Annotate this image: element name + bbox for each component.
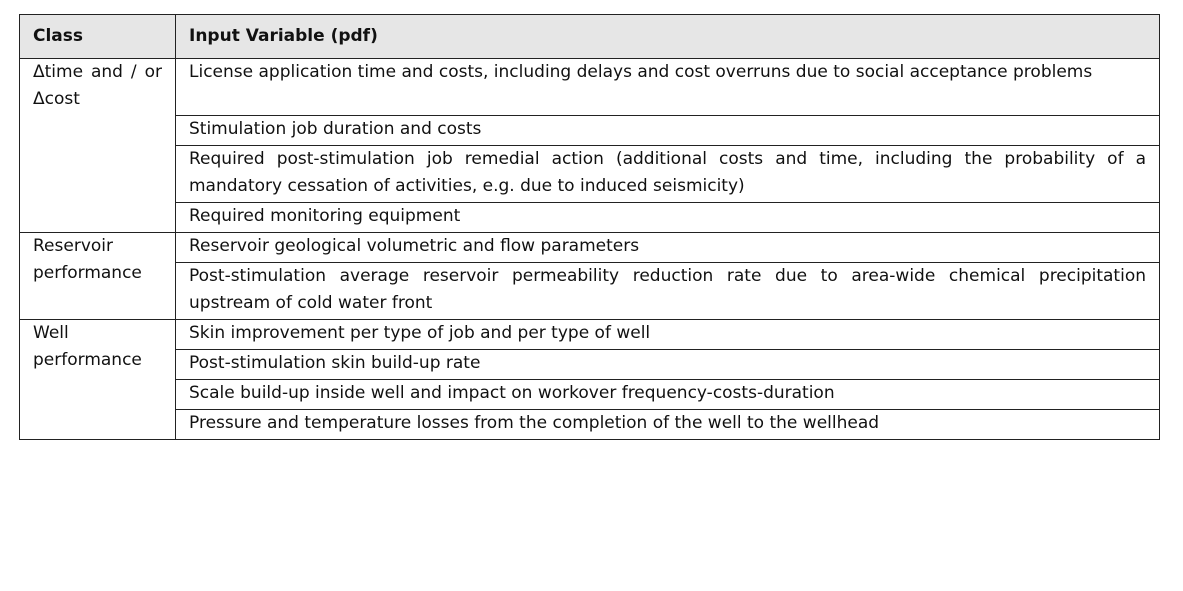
variable-cell: Reservoir geological volumetric and flow parameters bbox=[176, 233, 1160, 263]
table-row bbox=[20, 203, 1160, 233]
class-cell-reservoir-performance: Reservoir performance bbox=[20, 233, 176, 320]
variable-cell: Post-stimulation skin build-up rate bbox=[176, 350, 1160, 380]
variable-cell: Stimulation job duration and costs bbox=[176, 116, 1160, 146]
variable-cell: License application time and costs, including delays and cost overruns due to social acceptance problems bbox=[176, 59, 1160, 116]
variable-cell: Scale build-up inside well and impact on workover frequency-costs-duration bbox=[176, 380, 1160, 410]
table-row bbox=[20, 263, 1160, 320]
table-row bbox=[20, 320, 1160, 350]
table-row bbox=[20, 146, 1160, 203]
variable-cell: Required monitoring equipment bbox=[176, 203, 1160, 233]
class-cell-well-performance: Well performance bbox=[20, 320, 176, 440]
table-row bbox=[20, 380, 1160, 410]
table-row bbox=[20, 410, 1160, 440]
class-cell-time-cost: Δtime and / or Δcost bbox=[20, 59, 176, 233]
variable-cell: Skin improvement per type of job and per type of well bbox=[176, 320, 1160, 350]
table-row bbox=[20, 116, 1160, 146]
header-input-variable: Input Variable (pdf) bbox=[176, 15, 1160, 59]
table-row bbox=[20, 59, 1160, 116]
variable-cell: Required post-stimulation job remedial action (additional costs and time, including the probability of a mandatory cessation of activities, e.g. due to induced seismicity) bbox=[176, 146, 1160, 203]
table-row bbox=[20, 350, 1160, 380]
header-row bbox=[20, 15, 1160, 59]
variable-cell: Post-stimulation average reservoir permeability reduction rate due to area-wide chemical precipitation upstream of cold water front bbox=[176, 263, 1160, 320]
table-row bbox=[20, 233, 1160, 263]
variable-cell: Pressure and temperature losses from the completion of the well to the wellhead bbox=[176, 410, 1160, 440]
header-class: Class bbox=[20, 15, 176, 59]
input-variables-table bbox=[19, 14, 1160, 440]
